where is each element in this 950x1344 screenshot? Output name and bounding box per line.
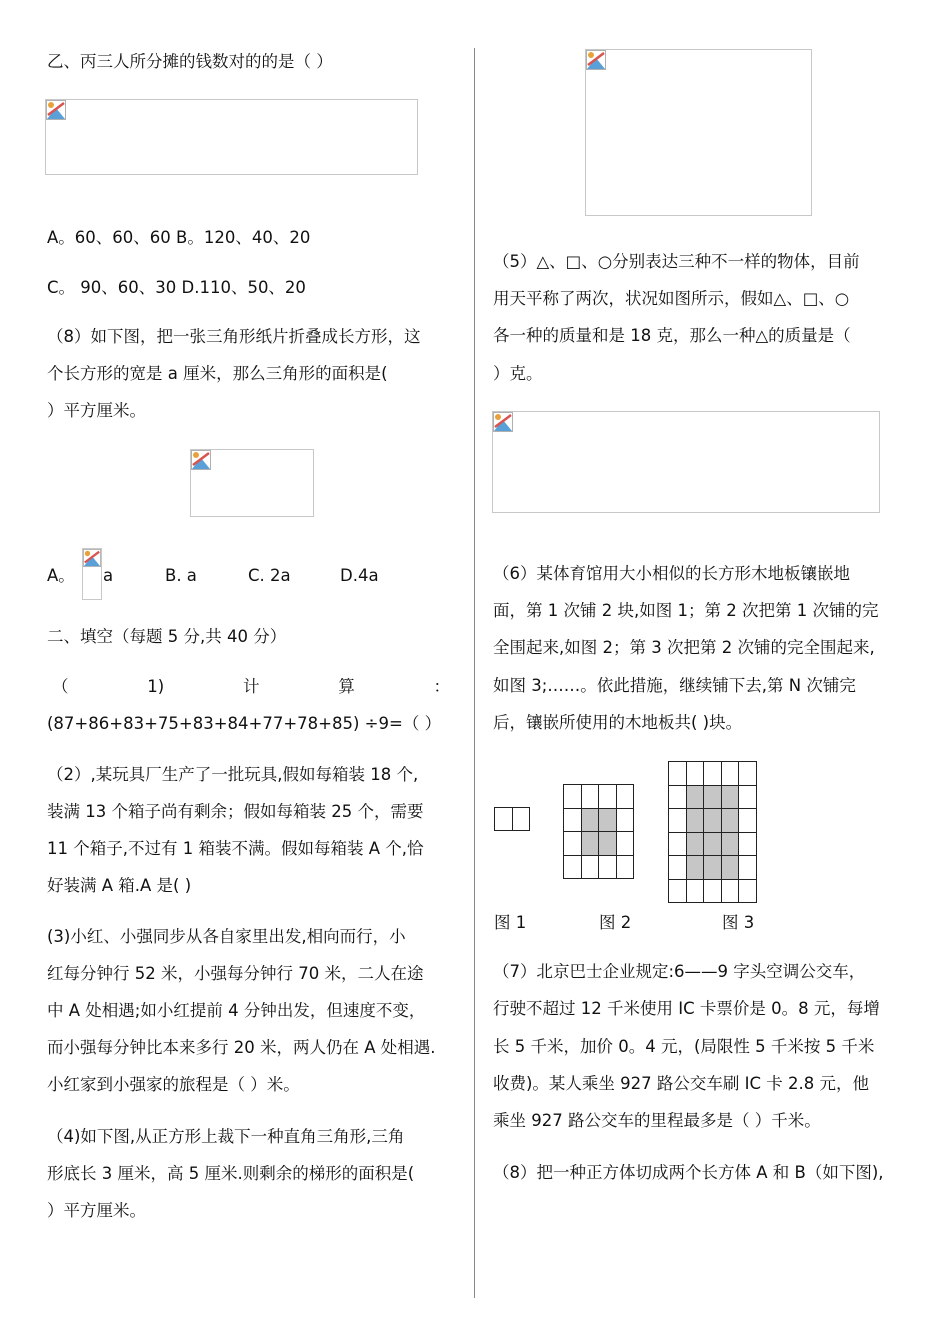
floor-tile: [669, 809, 687, 833]
floor-figure-3: [668, 761, 757, 903]
floor-tile: [564, 785, 582, 809]
fraction-image-placeholder: [82, 548, 102, 600]
floor-tile-shaded: [687, 809, 705, 833]
floor-tile: [739, 833, 757, 857]
fill-2-line-3: 11 个箱子,不过有 1 箱装不满。假如每箱装 A 个,恰: [47, 839, 424, 858]
fill-4-line-1: （4)如下图,从正方形上裁下一种直角三角形,三角: [47, 1127, 405, 1146]
q5-line-2: 用天平称了两次，状况如图所示，假如△、□、○: [493, 289, 850, 308]
floor-tile: [739, 880, 757, 904]
floor-tile-shaded: [704, 856, 722, 880]
floor-tile: [564, 809, 582, 833]
floor-tile: [564, 832, 582, 856]
floor-tile-shaded: [722, 809, 740, 833]
q6-line-3: 全围起来,如图 2；第 3 次把第 2 次铺的完全围起来,: [493, 638, 875, 657]
floor-tile: [704, 880, 722, 904]
q8-right-line-1: （8）把一种正方体切成两个长方体 A 和 B（如下图),: [493, 1163, 884, 1182]
floor-tile: [687, 880, 705, 904]
floor-tile: [669, 762, 687, 786]
broken-image-icon: [46, 100, 66, 120]
fill-1-token: 算: [338, 677, 355, 696]
floor-tile: [617, 809, 635, 833]
question-image-placeholder: [45, 99, 418, 175]
floor-figure-2: [563, 784, 634, 879]
floor-tile: [739, 856, 757, 880]
floor-tile: [617, 785, 635, 809]
fill-1-token: ：: [433, 677, 450, 696]
q7-line-1: （7）北京巴士企业规定:6——9 字头空调公交车，: [493, 962, 866, 981]
q6-line-4: 如图 3;……。依此措施，继续铺下去,第 N 次铺完: [493, 676, 856, 695]
q7-line-3: 长 5 千米，加价 0。4 元，(局限性 5 千米按 5 千米: [493, 1037, 875, 1056]
fill-1-token: （: [52, 677, 69, 696]
floor-tile: [722, 880, 740, 904]
fill-2-line-2: 装满 13 个箱子尚有剩余；假如每箱装 25 个，需要: [47, 802, 424, 821]
q8-option-d: D.4a: [340, 566, 379, 585]
q6-line-5: 后，镶嵌所使用的木地板共( )块。: [493, 713, 743, 732]
floor-tile-shaded: [687, 833, 705, 857]
floor-tile: [564, 856, 582, 880]
floor-tile: [669, 856, 687, 880]
balance-scale-image-placeholder: [492, 411, 880, 513]
q6-line-2: 面，第 1 次铺 2 块,如图 1；第 2 次把第 1 次铺的完: [493, 601, 879, 620]
floor-tile-shaded: [722, 856, 740, 880]
q8-option-a-prefix: A。: [47, 566, 75, 585]
q8-option-c: C. 2a: [248, 566, 291, 585]
q7-line-4: 收费)。某人乘坐 927 路公交车刷 IC 卡 2.8 元，他: [493, 1074, 870, 1093]
figure-3-label: 图 3: [722, 913, 755, 932]
q8-option-a-suffix: a: [103, 566, 114, 585]
q5-line-3: 各一种的质量和是 18 克，那么一种△的质量是（: [493, 326, 851, 345]
fill-3-line-5: 小红家到小强家的旅程是（ ）米。: [47, 1075, 300, 1094]
fill-3-line-4: 而小强每分钟比本来多行 20 米，两人仍在 A 处相遇.: [47, 1038, 436, 1057]
floor-tile: [582, 856, 600, 880]
q7-line-5: 乘坐 927 路公交车的里程最多是（ ）千米。: [493, 1111, 821, 1130]
floor-tile-shaded: [687, 856, 705, 880]
floor-tile: [739, 809, 757, 833]
broken-image-icon: [493, 412, 513, 432]
fill-1-token: 计: [242, 677, 260, 696]
figure-2-label: 图 2: [599, 913, 632, 932]
floor-tile-shaded: [722, 786, 740, 810]
column-divider: [474, 48, 475, 1298]
floor-tile: [617, 832, 635, 856]
floor-tile: [669, 786, 687, 810]
floor-tile: [617, 856, 635, 880]
floor-tile-shaded: [582, 832, 600, 856]
floor-tile: [739, 762, 757, 786]
floor-tile: [582, 785, 600, 809]
options-row-1: A。60、60、60 B。120、40、20: [47, 228, 311, 247]
fill-4-line-2: 形底长 3 厘米，高 5 厘米.则剩余的梯形的面积是(: [47, 1164, 415, 1183]
q7-line-2: 行驶不超过 12 千米使用 IC 卡票价是 0。8 元，每增: [493, 999, 880, 1018]
fill-3-line-3: 中 A 处相遇;如小红提前 4 分钟出发，但速度不变，: [47, 1001, 426, 1020]
floor-tile-shaded: [704, 809, 722, 833]
question-header: 乙、丙三人所分摊的钱数对的的是（ ）: [47, 52, 333, 71]
triangle-fold-image-placeholder: [190, 449, 314, 517]
floor-tile-shaded: [599, 809, 617, 833]
floor-figure-1: [494, 807, 530, 831]
q5-line-1: （5）△、□、○分别表达三种不一样的物体，目前: [493, 252, 860, 271]
floor-tile-shaded: [582, 809, 600, 833]
floor-tile: [739, 786, 757, 810]
q6-line-1: （6）某体育馆用大小相似的长方形木地板镶嵌地: [493, 564, 850, 583]
fill-3-line-2: 红每分钟行 52 米，小强每分钟行 70 米，二人在途: [47, 964, 424, 983]
fill-2-line-1: （2）,某玩具厂生产了一批玩具,假如每箱装 18 个,: [47, 765, 419, 784]
floor-tile: [513, 808, 531, 831]
floor-tile: [599, 856, 617, 880]
floor-tile-shaded: [722, 833, 740, 857]
section-2-title: 二、填空（每题 5 分,共 40 分）: [47, 627, 287, 646]
fill-1-token: 1): [147, 677, 165, 696]
figure-1-label: 图 1: [494, 913, 527, 932]
floor-tile: [669, 880, 687, 904]
fill-2-line-4: 好装满 A 箱.A 是( ): [47, 876, 192, 895]
floor-tile: [599, 785, 617, 809]
floor-tile-shaded: [704, 786, 722, 810]
fill-1-expression: (87+86+83+75+83+84+77+78+85) ÷9=（ ）: [47, 714, 442, 733]
floor-tile: [722, 762, 740, 786]
floor-tile-shaded: [704, 833, 722, 857]
floor-tile: [495, 808, 513, 831]
floor-tile-shaded: [599, 832, 617, 856]
right-top-image-placeholder: [585, 49, 812, 216]
options-row-2: C。 90、60、30 D.110、50、20: [47, 278, 306, 297]
broken-image-icon: [586, 50, 606, 70]
floor-tile: [704, 762, 722, 786]
floor-tile: [687, 762, 705, 786]
q8-line-1: （8）如下图，把一张三角形纸片折叠成长方形，这: [47, 327, 421, 346]
broken-image-icon: [83, 549, 101, 567]
q8-line-2: 个长方形的宽是 a 厘米，那么三角形的面积是(: [47, 364, 388, 383]
fill-1-heading: [52, 677, 450, 697]
floor-tile-shaded: [687, 786, 705, 810]
floor-tile: [669, 833, 687, 857]
fill-3-line-1: (3)小红、小强同步从各自家里出发,相向而行，小: [47, 927, 406, 946]
fill-4-line-3: ）平方厘米。: [47, 1201, 146, 1220]
broken-image-icon: [191, 450, 211, 470]
q8-option-b: B. a: [165, 566, 197, 585]
q5-line-4: ）克。: [493, 364, 543, 383]
q8-line-3: ）平方厘米。: [47, 401, 146, 420]
